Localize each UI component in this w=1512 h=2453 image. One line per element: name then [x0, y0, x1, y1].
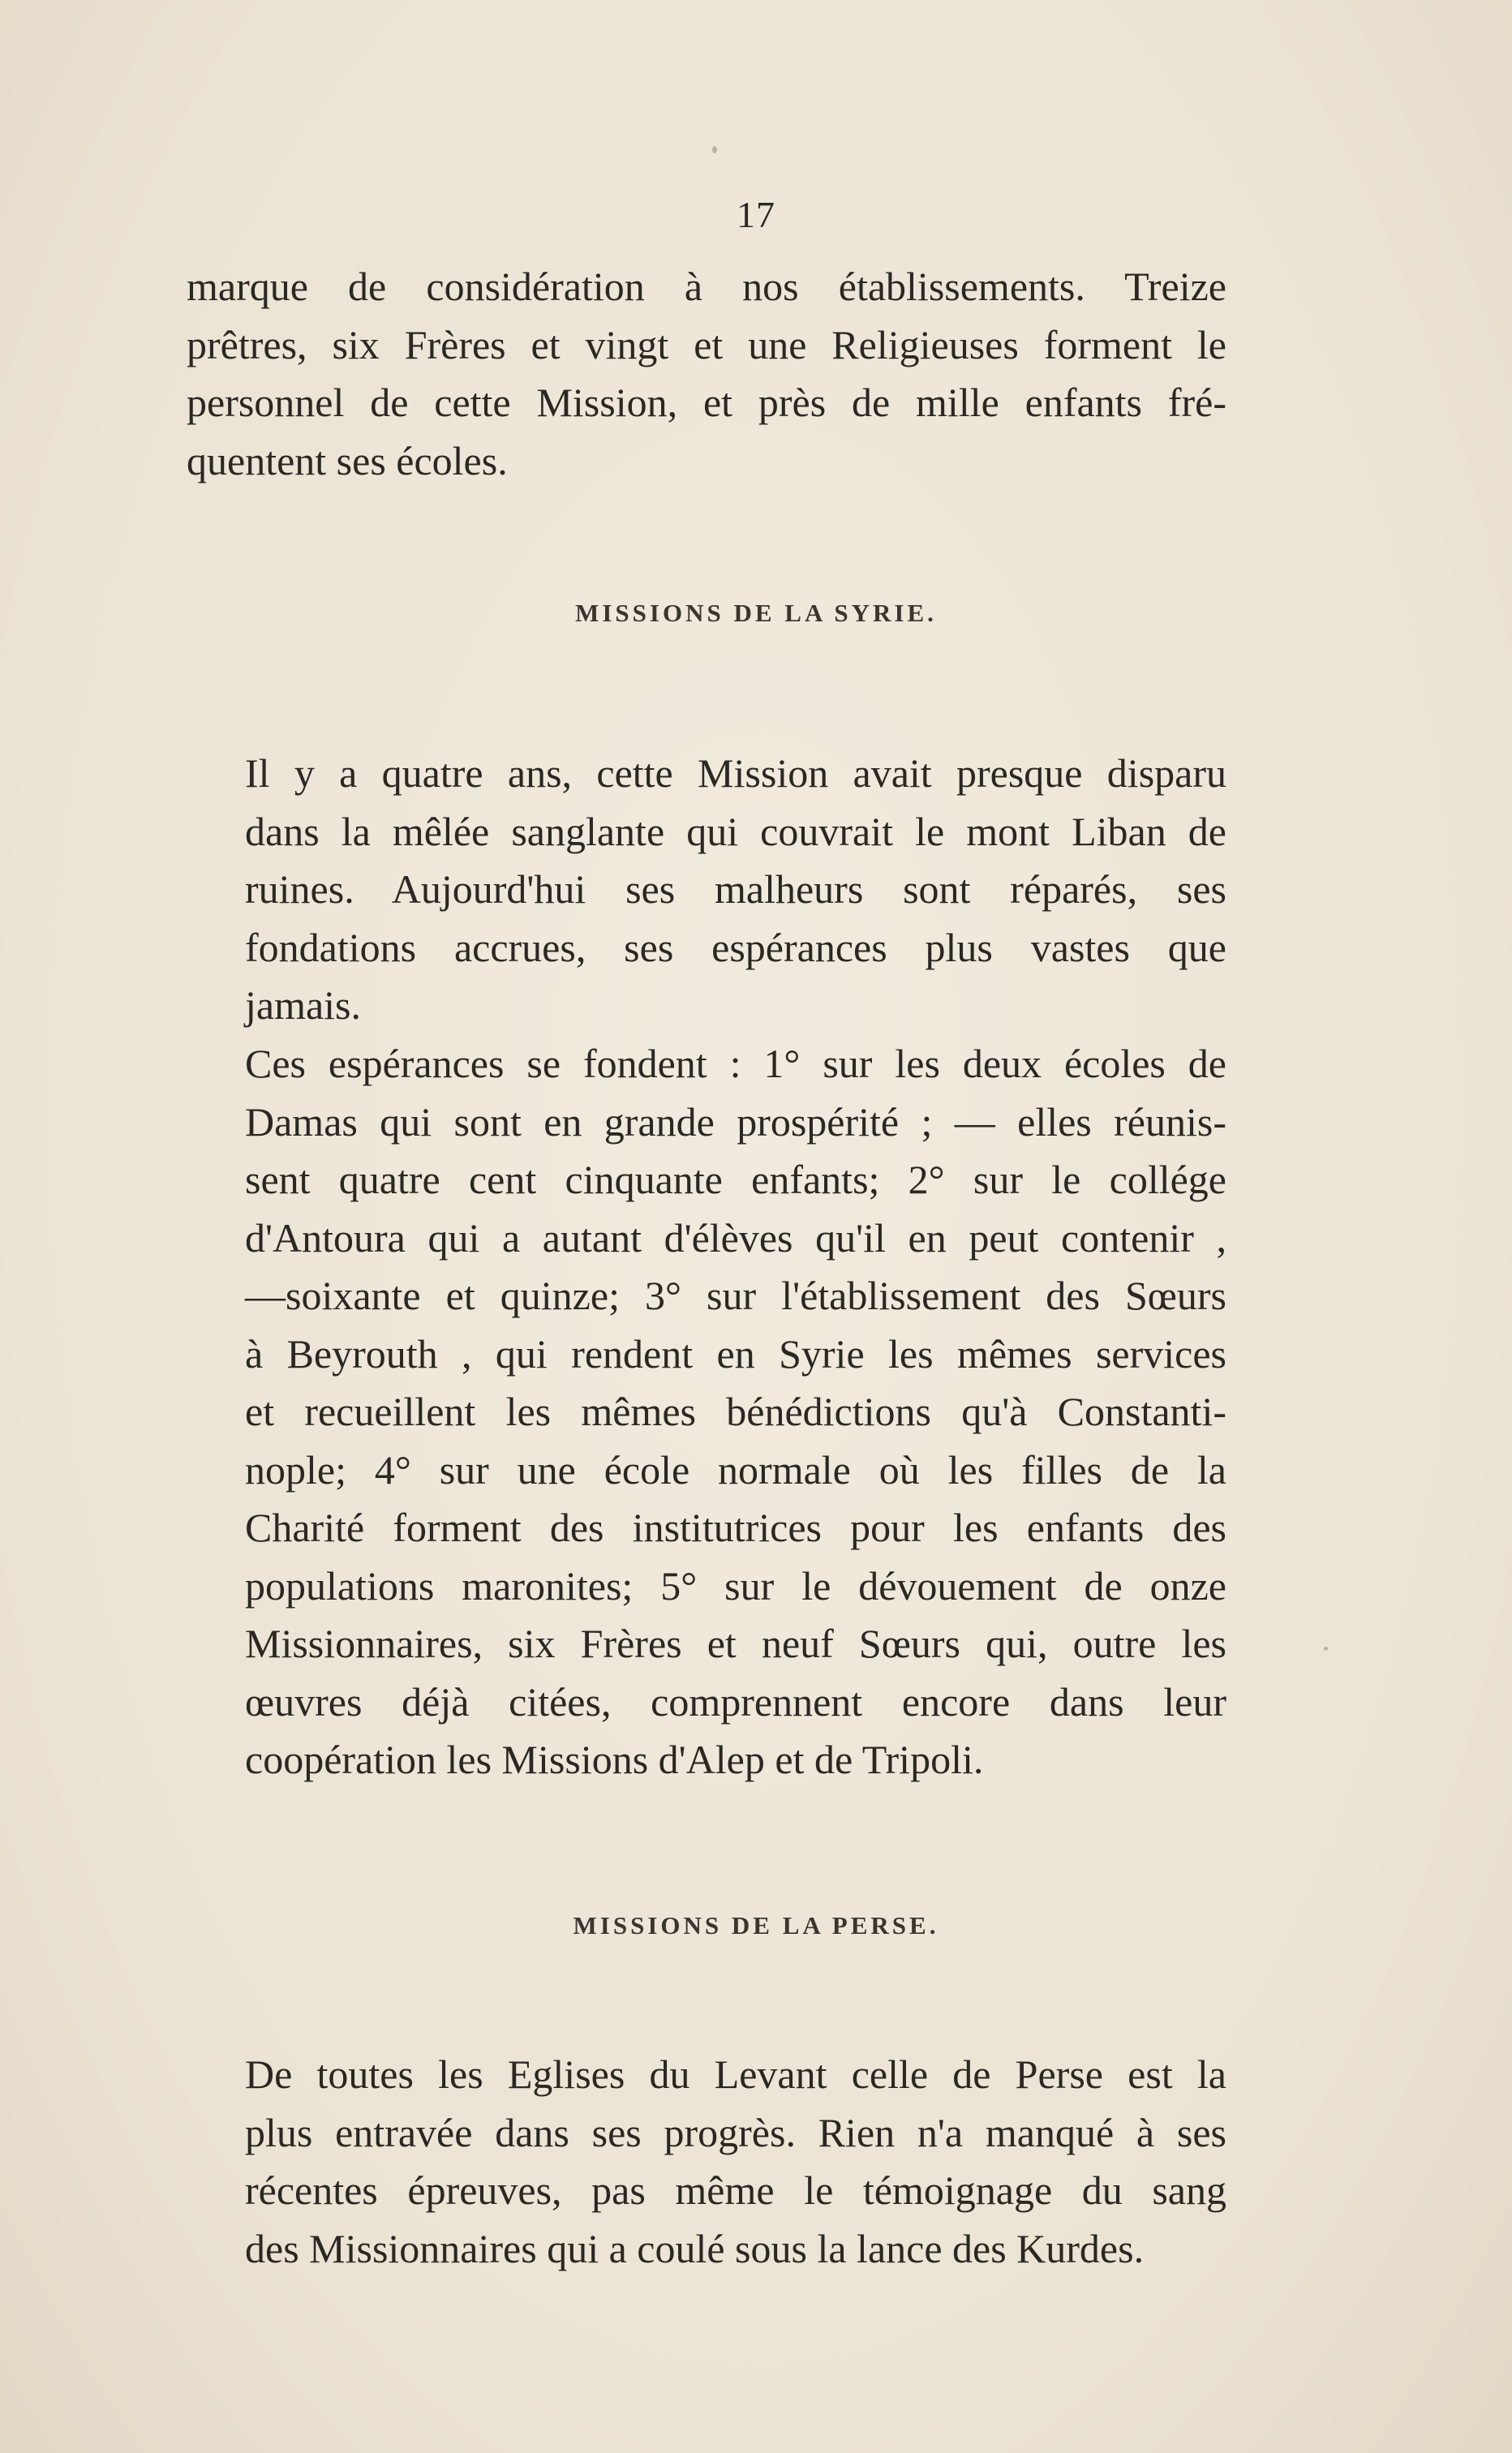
text-line: Damas qui sont en grande prospérité ; — elles réunis- — [245, 1098, 1226, 1145]
page-number: 17 — [737, 194, 775, 235]
text-line: Charité forment des institutrices pour les enfants des — [245, 1505, 1226, 1550]
section-heading-perse: MISSIONS DE LA PERSE. — [573, 1911, 939, 1940]
text-line: coopération les Missions d'Alep et de Tripoli. — [245, 1737, 984, 1782]
ink-speck — [1324, 1647, 1328, 1651]
text-line: ruines. Aujourd'hui ses malheurs sont réparés, ses — [245, 866, 1226, 912]
text-line: œuvres déjà citées, comprennent encore dans leur — [245, 1678, 1226, 1725]
text-line: De toutes les Eglises du Levant celle de Perse est la — [245, 2051, 1226, 2097]
text-line: prêtres, six Frères et vingt et une Religieuses forment le — [187, 321, 1226, 367]
text-line: —soixante et quinze; 3° sur l'établissement des Sœurs — [245, 1273, 1226, 1318]
text-line: populations maronites; 5° sur le dévouement de onze — [245, 1562, 1226, 1609]
paragraph-text — [0, 0, 1, 1]
paragraph-syrie-esperances — [187, 1035, 1226, 1789]
paragraph-perse — [187, 2046, 1226, 2278]
paragraph-syrie-intro — [187, 745, 1226, 1035]
text-line: quentent ses écoles. — [187, 437, 508, 483]
text-line: dans la mêlée sanglante qui couvrait le mont Liban de — [245, 808, 1226, 854]
text-line: d'Antoura qui a autant d'élèves qu'il en peut contenir , — [245, 1214, 1226, 1261]
text-line: marque de considération à nos établissements. Treize — [187, 264, 1226, 309]
ink-speck — [712, 146, 717, 153]
paragraph-continuation — [187, 258, 1226, 490]
text-line: récentes épreuves, pas même le témoignage du sang — [245, 2167, 1226, 2213]
text-line: jamais. — [245, 982, 362, 1028]
text-line: fondations accrues, ses espérances plus vastes que — [245, 924, 1226, 970]
text-line: sent quatre cent cinquante enfants; 2° sur le collége — [245, 1157, 1226, 1202]
text-line: Il y a quatre ans, cette Mission avait presque disparu — [245, 750, 1226, 796]
text-line: plus entravée dans ses progrès. Rien n'a manqué à ses — [245, 2109, 1226, 2155]
text-line: Missionnaires, six Frères et neuf Sœurs qui, outre les — [245, 1621, 1226, 1666]
text-line: à Beyrouth , qui rendent en Syrie les mêmes services — [245, 1330, 1226, 1377]
text-line: et recueillent les mêmes bénédictions qu'à Constanti- — [245, 1389, 1226, 1434]
text-line: des Missionnaires qui a coulé sous la lance des Kurdes. — [245, 2225, 1145, 2271]
text-line: nople; 4° sur une école normale où les filles de la — [245, 1446, 1226, 1493]
text-line: Ces espérances se fondent : 1° sur les deux écoles de — [245, 1041, 1226, 1086]
section-heading-syrie: MISSIONS DE LA SYRIE. — [575, 599, 937, 627]
text-line: personnel de cette Mission, et près de mille enfants fré- — [187, 380, 1226, 425]
